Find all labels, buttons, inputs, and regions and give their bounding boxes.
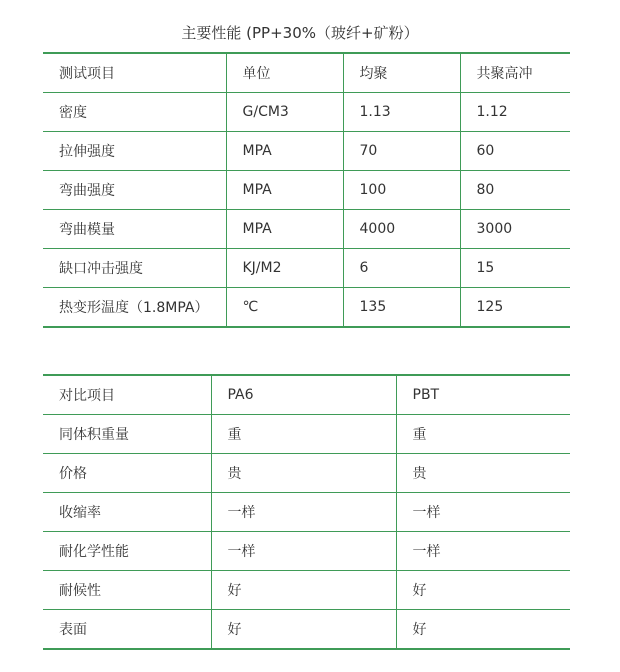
table-cell: 1.13 [343, 93, 460, 132]
table-cell: 135 [343, 288, 460, 328]
table-cell: 重 [211, 415, 396, 454]
table-cell: MPA [226, 132, 343, 171]
table-cell: 一样 [396, 493, 570, 532]
table-row [43, 571, 570, 610]
header-cell: PA6 [211, 375, 396, 415]
table-cell: MPA [226, 171, 343, 210]
table-cell: 重 [396, 415, 570, 454]
page-title: 主要性能 (PP+30%（玻纤+矿粉） [181, 24, 419, 42]
table-cell: 好 [211, 571, 396, 610]
table-cell: 一样 [211, 493, 396, 532]
table-cell: 弯曲强度 [43, 171, 226, 210]
table-cell: 价格 [43, 454, 211, 493]
header-cell: 测试项目 [43, 53, 226, 93]
table-cell: 好 [396, 571, 570, 610]
table-row [43, 493, 570, 532]
table-cell: 耐化学性能 [43, 532, 211, 571]
table-cell: 收缩率 [43, 493, 211, 532]
table-row [43, 532, 570, 571]
table-cell: 125 [460, 288, 570, 328]
table-cell: MPA [226, 210, 343, 249]
table-cell: 拉伸强度 [43, 132, 226, 171]
table-cell: 3000 [460, 210, 570, 249]
table-cell: 贵 [396, 454, 570, 493]
table-cell: 6 [343, 249, 460, 288]
table-row [43, 415, 570, 454]
table-cell: 缺口冲击强度 [43, 249, 226, 288]
table-row [43, 132, 570, 171]
table-cell: 好 [396, 610, 570, 650]
table-cell: ℃ [226, 288, 343, 328]
table-cell: 一样 [396, 532, 570, 571]
table-cell: G/CM3 [226, 93, 343, 132]
table-row [43, 288, 570, 328]
table-cell: 1.12 [460, 93, 570, 132]
table-row [43, 610, 570, 650]
header-cell: 均聚 [343, 53, 460, 93]
header-cell: PBT [396, 375, 570, 415]
table-cell: 密度 [43, 93, 226, 132]
table-cell: 60 [460, 132, 570, 171]
table-cell: 同体积重量 [43, 415, 211, 454]
table-cell: 弯曲模量 [43, 210, 226, 249]
table-cell: 好 [211, 610, 396, 650]
table-row [43, 171, 570, 210]
table-cell: 4000 [343, 210, 460, 249]
table-cell: 耐候性 [43, 571, 211, 610]
header-cell: 共聚高冲 [460, 53, 570, 93]
table-cell: 一样 [211, 532, 396, 571]
table-cell: 表面 [43, 610, 211, 650]
table-cell: 80 [460, 171, 570, 210]
table-row [43, 93, 570, 132]
table-row [43, 454, 570, 493]
table-cell: 贵 [211, 454, 396, 493]
table-cell: KJ/M2 [226, 249, 343, 288]
comparison-table [43, 374, 570, 650]
table-cell: 100 [343, 171, 460, 210]
performance-table [43, 52, 570, 328]
table-cell: 15 [460, 249, 570, 288]
table-cell: 热变形温度（1.8MPA） [43, 288, 226, 328]
header-cell: 对比项目 [43, 375, 211, 415]
table-cell: 70 [343, 132, 460, 171]
table-header-row [43, 53, 570, 93]
table-row [43, 210, 570, 249]
table-row [43, 249, 570, 288]
header-cell: 单位 [226, 53, 343, 93]
table-header-row [43, 375, 570, 415]
